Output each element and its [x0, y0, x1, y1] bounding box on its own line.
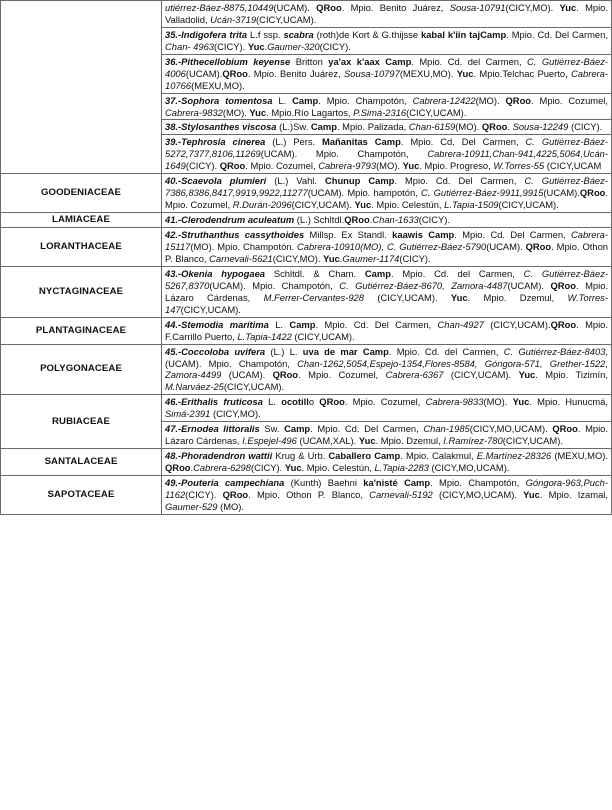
entry-segment: . Mpio.Telchac Puerto,: [473, 67, 572, 79]
entry-segment: (CICY,UCAM).: [443, 369, 519, 381]
entry-segment: . Mpio. Celestún,: [371, 199, 445, 211]
entry-segment: M.Ferrer-Cervantes-928: [263, 291, 364, 303]
entry-segment: R.Durán-2096: [232, 199, 292, 211]
entry-segment: 40.-Scaevola plumieri: [165, 175, 267, 187]
entry-segment: uva de mar Camp: [302, 345, 389, 357]
entry-segment: 38.-Stylosanthes viscosa: [165, 121, 277, 133]
entry-segment: . Mpio.Río Lagartos,: [266, 106, 354, 118]
entry-segment: . Mpio. Cd. Del Carmen,: [310, 423, 424, 435]
entry-segment: ka'nisté Camp: [363, 476, 431, 488]
entry-segment: (UCAM). Mpio. Champotón,: [209, 279, 340, 291]
entry-segment: . Mpio. Dzemul,: [375, 435, 444, 447]
entry-segment: QRoo: [219, 160, 246, 172]
entry-segment: 46.-Erithalis fruticosa: [165, 396, 263, 408]
entry-segment: Krug & Urb.: [272, 450, 329, 462]
entry-segment: (CICY,UCAM: [544, 160, 602, 172]
entry-segment: Góngora-963,Puch-1162: [165, 476, 608, 500]
entry-segment: . Mpio. Cd. Del Carmen,: [506, 28, 608, 40]
entry-segment: Chan-1262,5054,Espejo-1354,Flores-8584, Góngora-571, Grether-1522, Zamora-4499: [165, 357, 609, 381]
species-entry: [162, 449, 612, 476]
entry-segment: 47.-Ernodea littoralis: [165, 423, 260, 435]
entry-segment: .: [339, 253, 343, 265]
entry-segment: QRoo: [550, 279, 576, 291]
entry-segment: 42.-Struthanthus cassythoides: [165, 229, 305, 241]
entry-segment: L.Tapia-2283: [374, 462, 429, 474]
species-entry: [162, 228, 612, 267]
entry-segment: ya'ax k'aax Camp: [328, 55, 412, 67]
entry-segment: 43.-Okenia hypogaea: [165, 267, 266, 279]
entry-segment: W.Torres-147: [165, 291, 608, 315]
entry-segment: (CICY,MO).: [272, 253, 324, 265]
entry-segment: L.: [272, 94, 293, 106]
entry-segment: Britton: [290, 55, 329, 67]
entry-segment: . Mpio. Cozumel,: [531, 94, 608, 106]
entry-segment: . Mpio. Champotón,: [318, 94, 413, 106]
entry-segment: (UCAM).: [486, 241, 526, 253]
entry-segment: (UCAM). Mpio. Champotón,: [165, 357, 298, 369]
entry-segment: Cabrera-6298: [193, 462, 251, 474]
species-entry: [162, 475, 612, 514]
entry-segment: (L.)Sw.: [276, 121, 311, 133]
entry-segment: (CICY,UCAM).: [363, 291, 451, 303]
entry-segment: QRoo: [579, 187, 606, 199]
entry-segment: . Mpio. Hunucmá,: [529, 396, 609, 408]
entry-segment: Chan-4927: [437, 318, 484, 330]
entry-segment: . Mpio. Cd. Del Carmen,: [400, 136, 526, 148]
entry-segment: I.Espejel-496: [242, 435, 297, 447]
entry-segment: (L.) Pers.: [265, 136, 323, 148]
species-entry: [162, 266, 612, 317]
entry-segment: scabra: [283, 28, 314, 40]
entry-segment: 49.-Pouteria campechiana: [165, 476, 285, 488]
entry-segment: (Kunth) Baehni: [284, 476, 364, 488]
entry-segment: (CICY,UCAM).: [223, 381, 285, 393]
entry-segment: (CICY,UCAM).: [498, 199, 559, 211]
entry-segment: (UCAM).: [507, 279, 551, 291]
entry-segment: . Mpio. Cozumel,: [245, 160, 319, 172]
entry-segment: (UCAM).: [543, 187, 580, 199]
entry-segment: I.Ramírez-780: [443, 435, 503, 447]
entry-segment: QRoo: [319, 396, 345, 408]
table-row: [1, 228, 612, 267]
entry-segment: (CICY).: [568, 121, 603, 133]
entry-segment: M.Narváez-25: [165, 381, 224, 393]
entry-segment: Gaumer-529: [165, 500, 218, 512]
entry-segment: Cabrera-15117: [165, 229, 608, 253]
entry-segment: QRoo: [550, 318, 577, 330]
entry-segment: Yuc: [323, 253, 340, 265]
entry-segment: (CICY,UCAM).: [291, 330, 355, 342]
family-cell: LAMIACEAE: [1, 213, 162, 228]
entry-segment: (roth)de Kort & G.thijsse: [313, 28, 421, 40]
entry-segment: Cabrera-10911,Chan-941,4225,5064,Ucán-1649: [165, 148, 608, 172]
entry-segment: . Mpio. Othon P. Blanco,: [248, 488, 370, 500]
entry-segment: . Mpio. Lázaro Cárdenas,: [165, 423, 609, 447]
table-row: [1, 344, 612, 395]
entry-segment: Cabrera-9832: [165, 106, 223, 118]
entry-segment: . Mpio. Champotón,: [430, 476, 526, 488]
entry-segment: Cabrera-12422: [412, 94, 476, 106]
entry-segment: (CICY,UCAM).: [502, 435, 563, 447]
entry-segment: (MEXU,MO).: [191, 79, 245, 91]
entry-segment: L.f ssp.: [247, 28, 284, 40]
species-entry: [162, 395, 612, 422]
entry-segment: Camp: [292, 94, 319, 106]
entry-segment: (CICY,MO,UCAM).: [428, 462, 510, 474]
entry-segment: Schltdl. & Cham.: [265, 267, 365, 279]
entry-segment: o: [308, 396, 320, 408]
entry-segment: Yuc: [456, 67, 474, 79]
entry-segment: .: [264, 40, 268, 52]
entry-segment: (CICY).: [185, 488, 223, 500]
entry-segment: . Mpio. Izamal,: [539, 488, 608, 500]
family-cell: NYCTAGINACEAE: [1, 266, 162, 317]
entry-segment: QRoo: [525, 241, 552, 253]
entry-segment: Cabrera-9833: [425, 396, 484, 408]
entry-segment: Chan-1633: [372, 214, 419, 225]
entry-segment: Yuc: [354, 199, 372, 211]
entry-segment: Cabrera-10910(MO), C. Gutiérrez-Báez-5790: [297, 241, 487, 253]
entry-segment: (CICY,UCAM).: [180, 303, 241, 315]
entry-segment: (MO).: [483, 396, 513, 408]
entry-segment: . Mpio. Cozumel,: [165, 187, 609, 211]
entry-segment: . Mpio. Othon P. Blanco,: [165, 241, 609, 265]
entry-segment: L.: [268, 318, 290, 330]
entry-segment: (CICY,UCAM).: [406, 106, 467, 118]
entry-segment: (MO).: [222, 106, 250, 118]
family-cell: SANTALACEAE: [1, 449, 162, 476]
entry-segment: . Mpio. Dzemul,: [467, 291, 568, 303]
entry-segment: Camp: [289, 318, 316, 330]
entry-segment: (CICY,MO,UCAM).: [432, 488, 524, 500]
entry-segment: . Mpio. Cd. del Carmen,: [388, 345, 504, 357]
table-row: [1, 395, 612, 422]
entry-segment: (CICY).: [214, 40, 248, 52]
entry-segment: W.Torres-55: [493, 160, 545, 172]
family-cell: [1, 1, 162, 174]
entry-segment: 45.-Coccoloba uvifera: [165, 345, 266, 357]
entry-segment: . Mpio. Cozumel,: [298, 369, 386, 381]
entry-segment: Yuc: [559, 2, 577, 13]
entry-segment: (CICY).: [399, 253, 431, 265]
entry-segment: (CICY).: [251, 462, 285, 474]
entry-segment: E.Martínez-28326: [476, 450, 552, 462]
entry-segment: QRoo: [222, 488, 249, 500]
entry-segment: (CICY,MO).: [210, 408, 261, 420]
entry-segment: Sousa-10797: [344, 67, 400, 79]
entry-segment: kabal k'iin tajCamp: [421, 28, 507, 40]
entry-segment: . Mpio. Valladolid,: [165, 2, 609, 25]
entry-segment: L.Tapia-1509: [444, 199, 499, 211]
entry-segment: . Mpio. Celestún,: [301, 462, 375, 474]
entry-segment: Chan-1985: [423, 423, 470, 435]
entry-segment: Yuc: [450, 291, 468, 303]
table-row: [1, 449, 612, 476]
species-entry: [162, 422, 612, 449]
entry-segment: Carnevali-5192: [369, 488, 433, 500]
entry-segment: QRoo: [272, 369, 299, 381]
entry-segment: 35.-Indigofera trita: [165, 28, 248, 40]
family-cell: PLANTAGINACEAE: [1, 317, 162, 344]
entry-segment: 44.-Stemodia marítima: [165, 318, 269, 330]
entry-segment: (CICY,UCAM).: [291, 199, 355, 211]
entry-segment: Cabrera-10766: [165, 67, 609, 91]
entry-segment: QRoo: [222, 67, 248, 79]
entry-segment: . Mpio. Cd. del Carmen,: [411, 55, 528, 67]
entry-segment: Caballero Camp: [328, 450, 401, 462]
entry-segment: . Mpio. Tizimín,: [535, 369, 608, 381]
entry-segment: . Mpio. F.Carrillo Puerto,: [165, 318, 609, 342]
entry-segment: Chan- 4963: [165, 40, 214, 52]
entry-segment: Sousa-10791: [449, 2, 506, 13]
entry-segment: C. Gutiérrez-Báez-8670, Zamora-4487: [339, 279, 508, 291]
species-entry: [162, 344, 612, 395]
table-row: [1, 266, 612, 317]
entry-segment: (UCAM).: [273, 2, 317, 13]
entry-segment: Gaumer-1174: [342, 253, 400, 265]
entry-segment: (MO).: [475, 94, 506, 106]
entry-segment: (L.) L.: [265, 345, 303, 357]
entry-segment: L.: [262, 396, 282, 408]
entry-segment: Chunup Camp: [324, 175, 395, 187]
entry-segment: . Mpio. Calakmul,: [400, 450, 477, 462]
entry-segment: 39.-Tephrosia cinerea: [165, 136, 266, 148]
entry-segment: (MO).: [376, 160, 403, 172]
entry-segment: Cabrera-9793: [318, 160, 377, 172]
entry-segment: (UCAM). Mpio. Champotón,: [260, 148, 428, 160]
entry-segment: Chan-6159: [408, 121, 456, 133]
table-row: [1, 1, 612, 28]
entry-segment: Millsp. Ex Standl.: [304, 229, 393, 241]
entry-segment: C. Gutiérrez-Báez-7386,8386,8417,9919,9922,11277: [165, 175, 608, 199]
family-cell: RUBIACEAE: [1, 395, 162, 449]
entry-segment: (MO).: [455, 121, 482, 133]
entry-segment: Yuc: [523, 488, 540, 500]
entry-segment: (UCAM). Mpio. hampotón,: [307, 187, 422, 199]
species-entry: [162, 174, 612, 213]
entry-segment: (CICY,UCAM).: [483, 318, 551, 330]
family-cell: SAPOTACEAE: [1, 475, 162, 514]
family-cell: LORANTHACEAE: [1, 228, 162, 267]
entry-segment: . Mpio. Cd. Del Carmen,: [315, 318, 438, 330]
entry-segment: (CICY,MO).: [505, 2, 560, 13]
species-entry: [162, 135, 612, 174]
family-cell: GOODENIACEAE: [1, 174, 162, 213]
entry-segment: QRoo: [344, 214, 370, 225]
entry-segment: Camp: [284, 423, 311, 435]
entry-segment: Yuc: [402, 160, 420, 172]
entry-segment: C. Gutiérrez-Báez-4006: [165, 55, 608, 79]
entry-segment: QRoo: [481, 121, 508, 133]
entry-segment: . Mpio. Cd. Del Carmen,: [394, 175, 525, 187]
entry-segment: (UCAM).: [221, 369, 273, 381]
entry-segment: (L.) Vahl.: [266, 175, 325, 187]
entry-segment: . Mpio. Cd. Del Carmen,: [454, 229, 571, 241]
entry-segment: Yuc: [358, 435, 376, 447]
entry-segment: utiérrez-Báez-8875,10449: [165, 2, 274, 13]
entry-segment: C. Gutiérrez-Báez-9911,9915: [421, 187, 544, 199]
entry-segment: Gaumer-320: [267, 40, 320, 52]
entry-segment: (CICY).: [185, 160, 220, 172]
species-entry: [162, 93, 612, 120]
entry-segment: Camp: [310, 121, 337, 133]
entry-segment: (MO).: [217, 500, 245, 512]
entry-segment: Yuc: [247, 40, 265, 52]
entry-segment: Sw.: [259, 423, 285, 435]
entry-segment: . Mpio. Progreso,: [419, 160, 494, 172]
entry-segment: L.Tapia-1422: [237, 330, 292, 342]
species-table-body: [1, 1, 612, 515]
entry-segment: C. Gutiérrez-Báez-5267,8370: [165, 267, 609, 291]
species-entry: [162, 54, 612, 93]
entry-segment: (MEXU,MO).: [399, 67, 457, 79]
entry-segment: . Mpio. Cozumel,: [344, 396, 426, 408]
entry-segment: QRoo: [165, 462, 191, 474]
entry-segment: Mañanitas Camp: [322, 136, 401, 148]
family-cell: POLYGONACEAE: [1, 344, 162, 395]
entry-segment: . Mpio. Cd. del Carmen,: [390, 267, 524, 279]
entry-segment: (CICY,MO,UCAM).: [469, 423, 553, 435]
entry-segment: Camp: [364, 267, 391, 279]
species-entry: [162, 120, 612, 135]
entry-segment: Carnevali-5621: [209, 253, 273, 265]
entry-segment: . Mpio. Benito Juárez,: [247, 67, 345, 79]
entry-segment: ocotill: [281, 396, 309, 408]
entry-segment: Yuc: [249, 106, 267, 118]
entry-segment: QRoo: [552, 423, 578, 435]
species-entry: [162, 213, 612, 228]
entry-segment: P.Simá-2316: [353, 106, 407, 118]
entry-segment: QRoo: [505, 94, 532, 106]
entry-segment: Yuc: [518, 369, 536, 381]
species-entry: [162, 1, 612, 28]
entry-segment: . Mpio. Benito Juárez,: [341, 2, 450, 13]
entry-segment: . Mpio. Palizada,: [336, 121, 409, 133]
entry-segment: Yuc: [284, 462, 302, 474]
table-row: [1, 475, 612, 514]
table-row: [1, 174, 612, 213]
entry-segment: (UCAM,XAL).: [296, 435, 359, 447]
entry-segment: (CICY).: [319, 40, 351, 52]
entry-segment: Sousa-12249: [512, 121, 569, 133]
entry-segment: Simá-2391: [165, 408, 211, 420]
entry-segment: 37.-Sophora tomentosa: [165, 94, 273, 106]
entry-segment: (L.) Schltdl.: [294, 214, 345, 225]
table-row: [1, 317, 612, 344]
entry-segment: (UCAM).: [185, 67, 223, 79]
entry-segment: . Mpio. Lázaro Cárdenas,: [165, 279, 609, 303]
entry-segment: .: [369, 214, 373, 225]
entry-segment: 41.-Clerodendrum aculeatum: [165, 214, 295, 225]
entry-segment: .: [507, 121, 513, 133]
table-row: [1, 213, 612, 228]
entry-segment: Ucán-3719: [210, 13, 257, 25]
entry-segment: kaawis Camp: [392, 229, 455, 241]
entry-segment: Cabrera-6367: [385, 369, 444, 381]
entry-segment: (CICY).: [418, 214, 450, 225]
entry-segment: (MO). Mpio. Champotón.: [190, 241, 298, 253]
entry-segment: (CICY,UCAM).: [256, 13, 317, 25]
entry-segment: (MEXU,MO).: [551, 450, 608, 462]
entry-segment: 36.-Pithecellobium keyense: [165, 55, 291, 67]
entry-segment: C. Gutiérrez-Báez-5272,7377,8106,11269: [165, 136, 608, 160]
species-entry: [162, 27, 612, 54]
entry-segment: QRoo: [316, 2, 342, 13]
entry-segment: C. Gutiérrez-Báez-8403,: [503, 345, 609, 357]
species-entry: [162, 317, 612, 344]
entry-segment: .: [190, 462, 194, 474]
entry-segment: Yuc: [512, 396, 530, 408]
entry-segment: 48.-Phoradendron wattii: [165, 450, 273, 462]
